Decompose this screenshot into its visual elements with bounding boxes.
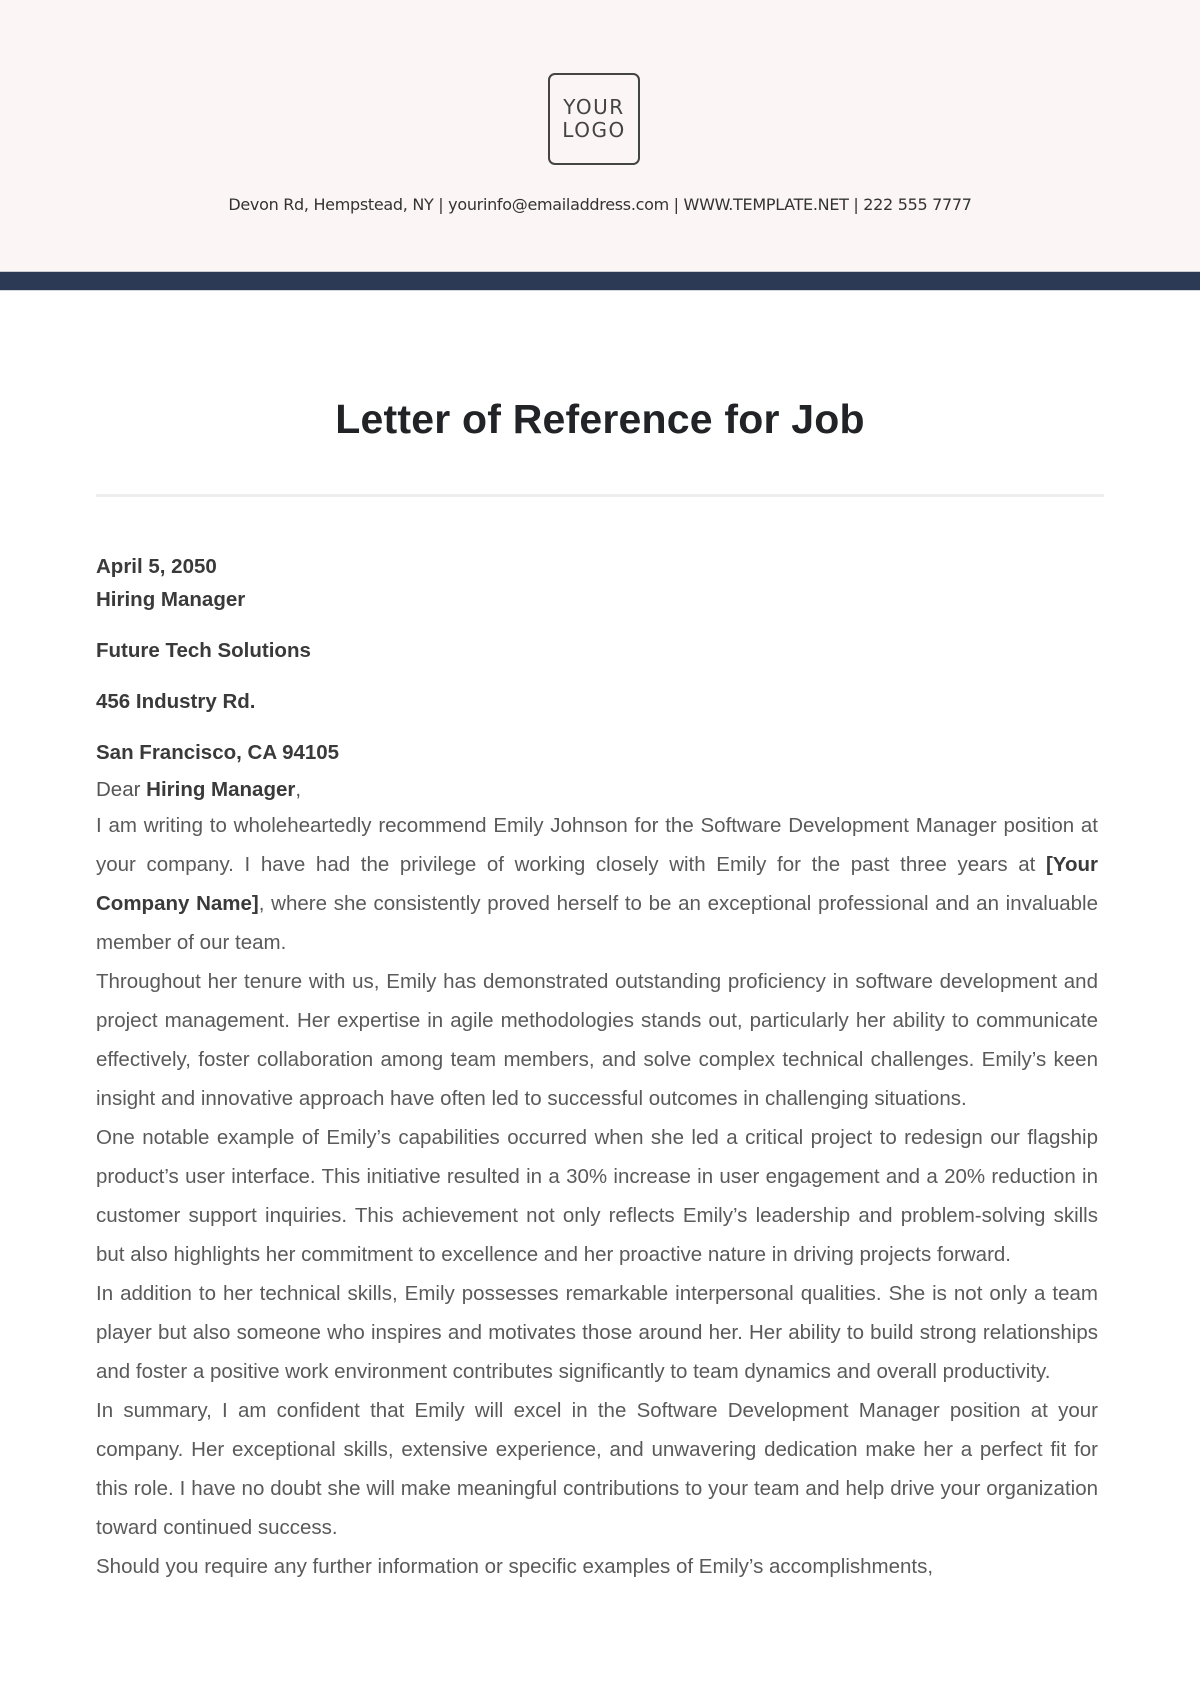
salutation-prefix: Dear: [96, 778, 147, 801]
recipient-street: 456 Industry Rd.: [96, 690, 256, 713]
company-name-placeholder: [Your Company Name]: [96, 853, 1098, 915]
paragraph-intro-text-a: I am writing to wholeheartedly recommend Emily Johnson for the Software Development Manager position at your company. I have had the privilege of working closely with Emily for the past three years at: [96, 814, 1098, 876]
salutation: [96, 773, 1098, 806]
contact-info: Devon Rd, Hempstead, NY | yourinfo@emailaddress.com | WWW.TEMPLATE.NET | 222 555 7777: [228, 195, 972, 214]
salutation-suffix: ,: [295, 778, 302, 801]
paragraph-skills: Throughout her tenure with us, Emily has demonstrated outstanding proficiency in software development and project management. Her expertise in agile methodologies stands out, particularly her ability to communicate effectively, foster collaboration among team members, and solve complex technical challenges. Emily’s keen insight and innovative approach have often led to successful outcomes in challenging situations.: [96, 970, 1098, 1110]
letter-date: April 5, 2050: [96, 555, 217, 578]
document-title: Letter of Reference for Job: [335, 396, 865, 442]
paragraph-example: One notable example of Emily’s capabilities occurred when she led a critical project to redesign our flagship product’s user interface. This initiative resulted in a 30% increase in user engagement and a 20% reduction in customer support inquiries. This achievement not only reflects Emily’s leadership and problem-solving skills but also highlights her commitment to excellence and her proactive nature in driving projects forward.: [96, 1126, 1098, 1266]
recipient-city: San Francisco, CA 94105: [96, 741, 340, 764]
salutation-name: Hiring Manager: [146, 778, 296, 801]
paragraph-closing: Should you require any further information or specific examples of Emily’s accomplishments,: [96, 1555, 934, 1578]
paragraph-interpersonal: In addition to her technical skills, Emily possesses remarkable interpersonal qualities. She is not only a team player but also someone who inspires and motivates those around her. Her ability to build strong relationships and foster a positive work environment contributes significantly to team dynamics and overall productivity.: [96, 1282, 1098, 1383]
paragraph-summary: In summary, I am confident that Emily will excel in the Software Development Manager position at your company. Her exceptional skills, extensive experience, and unwavering dedication make her a perfect fit for this role. I have no doubt she will make meaningful contributions to your team and help drive your organization toward continued success.: [96, 1399, 1098, 1539]
logo-text-line2: LOGO: [562, 118, 626, 142]
logo-placeholder: [548, 73, 640, 165]
paragraph-intro-text-b: , where she consistently proved herself to be an exceptional professional and an invaluable member of our team.: [96, 892, 1098, 954]
letter-body: [96, 550, 1098, 1586]
header-accent-bar: [0, 271, 1200, 291]
letterhead: [0, 0, 1200, 271]
recipient-company: Future Tech Solutions: [96, 639, 311, 662]
recipient-name: Hiring Manager: [96, 588, 246, 611]
logo-text-line1: YOUR: [563, 95, 625, 119]
title-divider: [96, 494, 1104, 497]
paragraph-intro: [96, 806, 1098, 962]
